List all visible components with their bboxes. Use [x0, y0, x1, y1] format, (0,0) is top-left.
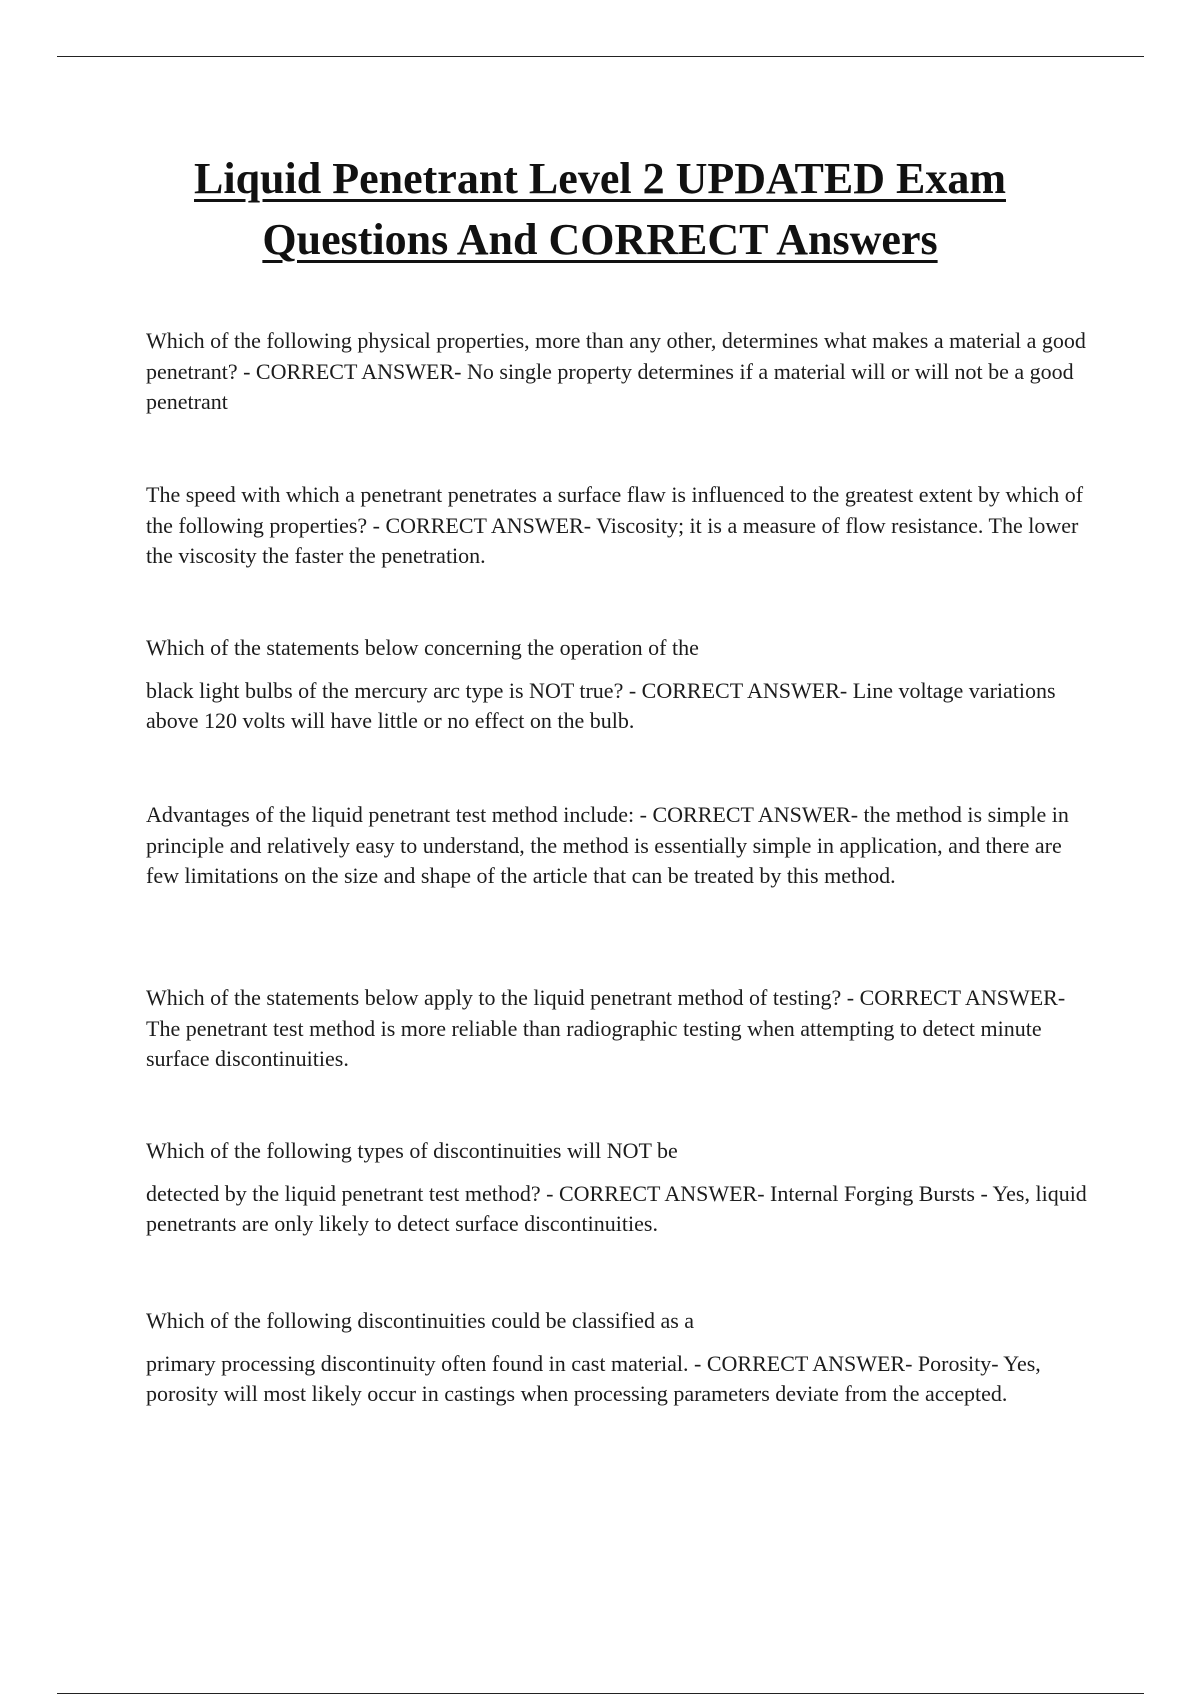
bottom-rule	[57, 1693, 1144, 1694]
qa-paragraph: Advantages of the liquid penetrant test method include: - CORRECT ANSWER- the method is simple in principle and relatively easy to understand, the method is essentially simple in application, and there are few limitations on the size and shape of the article that can be treated by this method.	[146, 802, 1069, 888]
qa-question-line: Which of the following types of discontinuities will NOT be	[146, 1138, 678, 1163]
top-rule	[57, 56, 1144, 57]
qa-item-7	[146, 1306, 1096, 1410]
qa-item-3	[146, 633, 1096, 737]
page-title	[60, 148, 1140, 270]
qa-paragraph: detected by the liquid penetrant test method? - CORRECT ANSWER- Internal Forging Bursts - Yes, liquid penetrants are only likely to detect surface discontinuities.	[146, 1180, 1087, 1236]
qa-paragraph: black light bulbs of the mercury arc type is NOT true? - CORRECT ANSWER- Line voltage variations above 120 volts will have little or no effect on the bulb.	[146, 677, 1056, 733]
qa-paragraph: Which of the statements below apply to the liquid penetrant method of testing? - CORRECT ANSWER- The penetrant test method is more reliable than radiographic testing when attempting to detect minute surface discontinuities.	[146, 985, 1066, 1071]
title-line-1: Liquid Penetrant Level 2 UPDATED Exam	[194, 154, 1006, 203]
qa-item-6	[146, 1136, 1096, 1240]
title-line-2: Questions And CORRECT Answers	[262, 215, 938, 264]
qa-item-4	[146, 800, 1096, 892]
qa-question-line: Which of the following discontinuities could be classified as a	[146, 1308, 695, 1333]
qa-item-1	[146, 326, 1096, 418]
qa-item-5	[146, 983, 1096, 1075]
qa-question-line: Which of the statements below concerning the operation of the	[146, 635, 699, 660]
qa-paragraph: Which of the following physical properties, more than any other, determines what makes a material a good penetrant? - CORRECT ANSWER- No single property determines if a material will or will not be a good penetrant	[146, 328, 1086, 414]
qa-paragraph: The speed with which a penetrant penetrates a surface flaw is influenced to the greatest extent by which of the following properties? - CORRECT ANSWER- Viscosity; it is a measure of flow resistance. The lower the viscosity the faster the penetration.	[146, 482, 1084, 568]
qa-paragraph: primary processing discontinuity often found in cast material. - CORRECT ANSWER- Porosity- Yes, porosity will most likely occur in castings when processing parameters deviate from the accepted.	[146, 1350, 1041, 1406]
qa-item-2	[146, 480, 1096, 572]
